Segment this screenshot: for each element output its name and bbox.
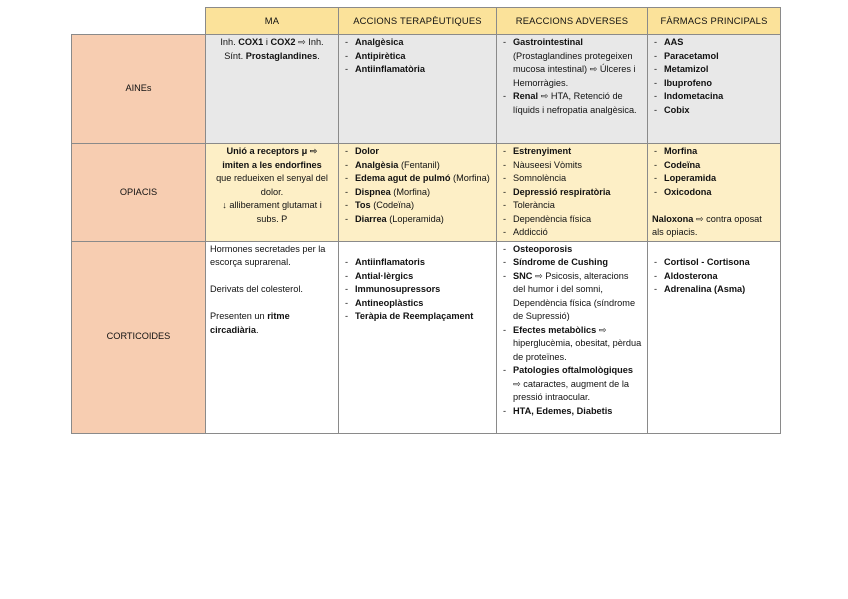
list-item: - Ibuprofeno <box>652 77 776 91</box>
aines-accions-cell <box>339 35 497 144</box>
aines-reaccions-cell <box>497 35 648 144</box>
list-item: - Adrenalina (Asma) <box>652 283 776 297</box>
naloxona-note: Naloxona ⇨ contra oposat als opiacis. <box>652 213 762 237</box>
list-item: - Cobix <box>652 104 776 118</box>
list-item: - Cortisol - Cortisona <box>652 256 776 270</box>
list-item: - Somnolència <box>501 172 643 186</box>
opiacis-ma-cell <box>206 144 339 242</box>
text: Prostaglandines <box>245 50 318 61</box>
header-accions: ACCIONS TERAPÈUTIQUES <box>339 8 497 35</box>
text: COX1 <box>238 37 264 47</box>
aines-ma-cell <box>206 35 339 144</box>
row-label-aines: AINEs <box>72 35 206 144</box>
list-item: - Morfina <box>652 145 776 159</box>
row-corticoides <box>72 241 781 433</box>
list-item: - Aldosterona <box>652 270 776 284</box>
list-item: - Tos (Codeïna) <box>343 199 492 213</box>
row-opiacis <box>72 144 781 242</box>
list-item: - Immunosupressors <box>343 283 492 297</box>
text: Derivats del colesterol. <box>210 284 303 294</box>
list-item: - Antineoplàstics <box>343 297 492 311</box>
opiacis-accions-cell <box>339 144 497 242</box>
list-item: - Nàuseesi Vòmits <box>501 159 643 173</box>
list-item: - Edema agut de pulmó (Morfina) <box>343 172 492 186</box>
list-item: - Paracetamol <box>652 50 776 64</box>
list-item: - Tolerància <box>501 199 643 213</box>
list-item: - SNC ⇨ Psicosis, alteracions del humor i del somni, Dependència física (síndrome de Supressió) <box>501 270 643 324</box>
list-item: - Efectes metabòlics ⇨ hiperglucèmia, obesitat, pèrdua de proteïnes. <box>501 324 643 365</box>
row-label-corticoides: CORTICOIDES <box>72 241 206 433</box>
corticoides-accions-cell <box>339 241 497 433</box>
header-farmacs: FÀRMACS PRINCIPALS <box>648 8 781 35</box>
list-item: - Antiinflamatoris <box>343 256 492 270</box>
text: Inh. <box>220 37 239 47</box>
list-item: - Dolor <box>343 145 492 159</box>
list-item: - Addicció <box>501 226 643 240</box>
list-item: - Renal ⇨ HTA, Retenció de líquids i nefropatia analgèsica. <box>501 90 643 117</box>
text: Unió a receptors μ ⇨ <box>226 146 318 156</box>
list-item: - Analgèsia (Fentanil) <box>343 159 492 173</box>
list-item: - Diarrea (Loperamida) <box>343 213 492 227</box>
text: i <box>263 37 271 47</box>
list-item: - Dependència física <box>501 213 643 227</box>
list-item: - Teràpia de Reemplaçament <box>343 310 492 324</box>
corticoides-ma-cell <box>206 241 339 433</box>
list-item: - Antipirètica <box>343 50 492 64</box>
row-label-opiacis: OPIACIS <box>72 144 206 242</box>
opiacis-reaccions-cell <box>497 144 648 242</box>
aines-farmacs-cell <box>648 35 781 144</box>
list-item: - Dispnea (Morfina) <box>343 186 492 200</box>
list-item: - Metamizol <box>652 63 776 77</box>
header-reaccions: REACCIONS ADVERSES <box>497 8 648 35</box>
opiacis-farmacs-cell <box>648 144 781 242</box>
list-item: - Loperamida <box>652 172 776 186</box>
list-item: - Síndrome de Cushing <box>501 256 643 270</box>
list-item: - AAS <box>652 36 776 50</box>
pharmacology-table <box>71 7 781 434</box>
list-item: - Antial·lèrgics <box>343 270 492 284</box>
list-item: - Antiinflamatòria <box>343 63 492 77</box>
list-item: - Gastrointestinal (Prostaglandines protegeixen mucosa intestinal) ⇨ Úlceres i Hemorràgies. <box>501 36 643 90</box>
list-item: - Codeïna <box>652 159 776 173</box>
text: ⇨ Inh. Sínt. <box>224 37 324 61</box>
list-item: - Oxicodona <box>652 186 776 200</box>
list-item: - Analgèsica <box>343 36 492 50</box>
corner-cell <box>72 8 206 35</box>
text: imiten a les endorfines <box>222 159 322 170</box>
header-row <box>72 8 781 35</box>
corticoides-farmacs-cell <box>648 241 781 433</box>
text: Presenten un ritme circadiària. <box>210 311 290 335</box>
list-item: - Estrenyiment <box>501 145 643 159</box>
list-item: - HTA, Edemes, Diabetis <box>501 405 643 419</box>
text: ↓ alliberament glutamat i subs. P <box>222 200 322 224</box>
list-item: - Osteoporosis <box>501 243 643 257</box>
list-item: - Indometacina <box>652 90 776 104</box>
row-aines <box>72 35 781 144</box>
text: . <box>317 50 320 61</box>
text: COX2 <box>270 37 296 47</box>
list-item: - Depressió respiratòria <box>501 186 643 200</box>
corticoides-reaccions-cell <box>497 241 648 433</box>
header-ma: MA <box>206 8 339 35</box>
text: Hormones secretades per la escorça suprarenal. <box>210 243 326 267</box>
text: que redueixen el senyal del dolor. <box>216 173 328 197</box>
list-item: - Patologies oftalmològiques ⇨ cataractes, augment de la pressió intraocular. <box>501 364 643 405</box>
